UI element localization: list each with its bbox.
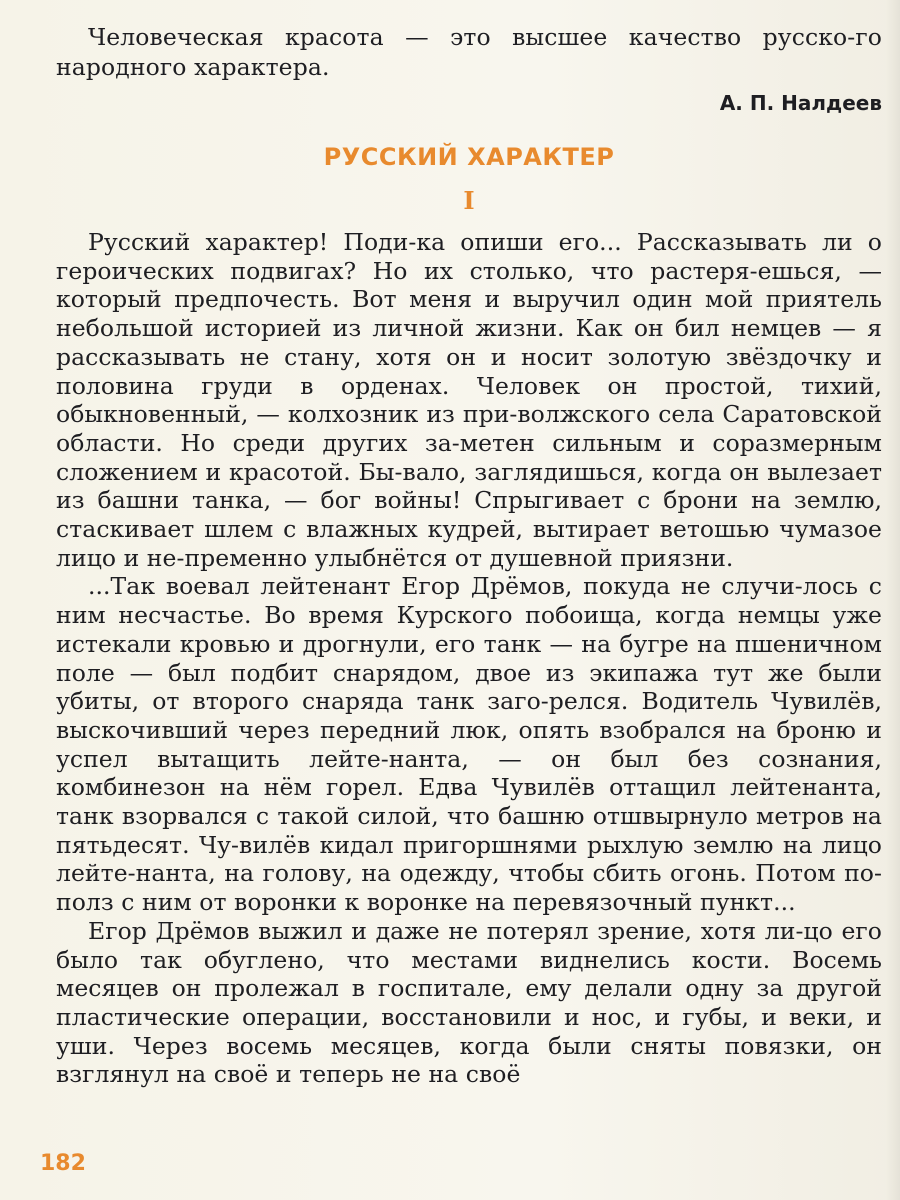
paragraph-2: ...Так воевал лейтенант Егор Дрёмов, покуда не случи-лось с ним несчастье. Во время Курского побоища, когда немцы уже истекали кровью и дрогнули, его танк — на бугре на пшеничном поле — был подбит снарядом, двое из экипажа тут же были убиты, от второго снаряда танк заго-релся. Водитель Чувилёв, выскочивший через передний люк, опять взобрался на броню и успел вытащить лейте-нанта, — он был без сознания, комбинезон на нём горел. Едва Чувилёв оттащил лейтенанта, танк взорвался с такой силой, что башню отшвырнуло метров на пятьдесят. Чу-вилёв кидал пригоршнями рыхлую землю на лицо лейте-нанта, на голову, на одежду, чтобы сбить огонь. Потом по-полз с ним от воронки к воронке на перевязочный пункт... [56,572,882,917]
paragraph-1: Русский характер! Поди-ка опиши его... Рассказывать ли о героических подвигах? Но их столько, что растеря-ешься, — который предпочесть. Вот меня и выручил один мой приятель небольшой историей из личной жизни. Как он бил немцев — я рассказывать не стану, хотя он и носит золотую звёздочку и половина груди в орденах. Человек он простой, тихий, обыкновенный, — колхозник из при-волжского села Саратовской области. Но среди других за-метен сильным и соразмерным сложением и красотой. Бы-вало, заглядишься, когда он вылезает из башни танка, — бог войны! Спрыгивает с брони на землю, стаскивает шлем с влажных кудрей, вытирает ветошью чумазое лицо и не-пременно улыбнётся от душевной приязни. [56,228,882,572]
paragraph-3: Егор Дрёмов выжил и даже не потерял зрение, хотя ли-цо его было так обуглено, что местами виднелись кости. Восемь месяцев он пролежал в госпитале, ему делали одну за другой пластические операции, восстановили и нос, и губы, и веки, и уши. Через восемь месяцев, когда были сняты повязки, он взглянул на своё и теперь не на своё [56,916,882,1089]
story-body [56,228,882,1089]
epigraph-author: А. П. Налдеев [719,91,882,115]
page-number: 182 [40,1151,86,1176]
chapter-number: I [463,186,475,215]
story-title: РУССКИЙ ХАРАКТЕР [323,143,615,171]
epigraph-text: Человеческая красота — это высшее качество русско-го народного характера. [56,23,882,81]
page-edge-shadow [886,0,900,1200]
page-content [56,22,882,1089]
